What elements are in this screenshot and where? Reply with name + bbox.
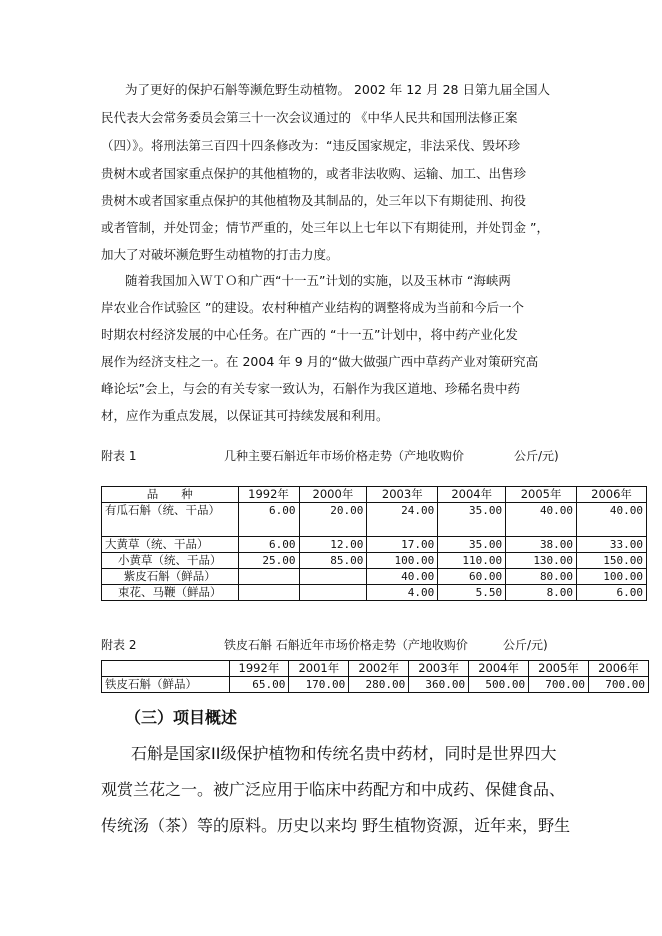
text-line: 贵树木或者国家重点保护的其他植物及其制品的，处三年以下有期徒刑、拘役 <box>101 193 527 208</box>
table2-label: 附表 2 <box>101 638 137 652</box>
table-cell: 33.00 <box>577 537 647 553</box>
text-line: 贵树木或者国家重点保护的其他植物的，或者非法收购、运输、加工、出售珍 <box>101 166 527 181</box>
table-cell: 100.00 <box>577 569 647 585</box>
table-cell: 700.00 <box>529 677 589 693</box>
header-cell: 2003年 <box>409 661 469 677</box>
table1-unit: 公斤/元) <box>514 449 559 463</box>
text-line: 展作为经济支柱之一。在 2004 年 9 月的“做大做强广西中草药产业对策研究高 <box>101 354 539 369</box>
header-cell: 2004年 <box>438 487 506 503</box>
table-row <box>102 553 647 569</box>
table-cell: 150.00 <box>577 553 647 569</box>
text-line: 时期农村经济发展的中心任务。在广西的 “十一五”计划中，将中药产业化发 <box>101 327 518 342</box>
table-header-row <box>102 487 647 503</box>
table2-unit: 公斤/元) <box>503 638 548 652</box>
table-cell: 5.50 <box>438 585 506 601</box>
table-cell: 24.00 <box>367 503 438 537</box>
table-cell: 20.00 <box>299 503 367 537</box>
table-cell: 38.00 <box>506 537 577 553</box>
table-cell: 4.00 <box>367 585 438 601</box>
table-cell: 大黄草（统、干品） <box>102 537 239 553</box>
table-cell: 500.00 <box>469 677 529 693</box>
header-cell: 2005年 <box>506 487 577 503</box>
table-cell: 小黄草（统、干品） <box>102 553 239 569</box>
table-cell: 40.00 <box>577 503 647 537</box>
table-cell: 360.00 <box>409 677 469 693</box>
table-cell: 25.00 <box>238 553 299 569</box>
header-cell: 1992年 <box>238 487 299 503</box>
text-line: 民代表大会常务委员会第三十一次会议通过的 《中华人民共和国刑法修正案 <box>101 110 518 125</box>
header-cell: 2004年 <box>469 661 529 677</box>
table-cell <box>299 569 367 585</box>
header-cell: 2006年 <box>589 661 649 677</box>
table-cell: 65.00 <box>229 677 289 693</box>
table-cell: 35.00 <box>438 537 506 553</box>
text-line: 岸农业合作试验区 ”的建设。农村种植产业结构的调整将成为当前和今后一个 <box>101 300 524 315</box>
table1-title: 几种主要石斛近年市场价格走势（产地收购价 <box>224 449 465 463</box>
text-line: 石斛是国家II级保护植物和传统名贵中药材，同时是世界四大 <box>131 744 557 763</box>
table-cell: 6.00 <box>238 537 299 553</box>
table-cell: 130.00 <box>506 553 577 569</box>
table-row <box>102 677 649 693</box>
table-cell: 有瓜石斛（统、干品） <box>102 503 239 537</box>
table-cell: 85.00 <box>299 553 367 569</box>
table-cell: 35.00 <box>438 503 506 537</box>
text-line: 峰论坛”会上，与会的有关专家一致认为，石斛作为我区道地、珍稀名贵中药 <box>101 381 520 396</box>
table-cell: 40.00 <box>367 569 438 585</box>
table-cell: 6.00 <box>238 503 299 537</box>
table-row <box>102 569 647 585</box>
table-cell: 束花、马鞭（鲜品） <box>102 585 239 601</box>
table-cell: 40.00 <box>506 503 577 537</box>
table-cell: 170.00 <box>289 677 349 693</box>
header-cell: 2002年 <box>349 661 409 677</box>
price-table-1 <box>101 486 647 601</box>
text-line: 材，应作为重点发展，以保证其可持续发展和利用。 <box>101 408 389 423</box>
price-table-2 <box>101 660 649 693</box>
header-cell: 品 种 <box>102 487 239 503</box>
table-cell: 60.00 <box>438 569 506 585</box>
table-cell: 700.00 <box>589 677 649 693</box>
text-line: 观赏兰花之一。被广泛应用于临床中药配方和中成药、保健食品、 <box>101 780 566 799</box>
header-cell: 2000年 <box>299 487 367 503</box>
header-cell: 2006年 <box>577 487 647 503</box>
header-cell: 1992年 <box>229 661 289 677</box>
table-cell: 280.00 <box>349 677 409 693</box>
text-line: （四）》。将刑法第三百四十四条修改为：“违反国家规定，非法采伐、毁坏珍 <box>101 138 520 153</box>
text-line: 加大了对破坏濒危野生动植物的打击力度。 <box>101 247 339 262</box>
table-cell <box>299 585 367 601</box>
table-row <box>102 585 647 601</box>
table-header-row <box>102 661 649 677</box>
table-row <box>102 537 647 553</box>
table-cell: 17.00 <box>367 537 438 553</box>
table1-label: 附表 1 <box>101 449 137 463</box>
table-cell: 100.00 <box>367 553 438 569</box>
table-cell: 铁皮石斛（鲜品） <box>102 677 230 693</box>
text-line: 为了更好的保护石斛等濒危野生动植物。 2002 年 12 月 28 日第九届全国人 <box>125 82 550 97</box>
table-row <box>102 503 647 537</box>
table-cell: 8.00 <box>506 585 577 601</box>
header-cell: 2003年 <box>367 487 438 503</box>
table-cell: 80.00 <box>506 569 577 585</box>
header-cell: 2001年 <box>289 661 349 677</box>
table-cell <box>238 569 299 585</box>
text-line: 随着我国加入ＷＴＯ和广西“十一五”计划的实施，以及玉林市 “海峡两 <box>125 273 511 288</box>
table2-title: 铁皮石斛 石斛近年市场价格走势（产地收购价 <box>224 638 468 652</box>
text-line: 或者管制，并处罚金；情节严重的，处三年以上七年以下有期徒刑，并处罚金 ”， <box>101 220 549 235</box>
table-cell <box>238 585 299 601</box>
table-cell: 12.00 <box>299 537 367 553</box>
header-cell: 2005年 <box>529 661 589 677</box>
table-cell: 110.00 <box>438 553 506 569</box>
table-cell: 紫皮石斛（鲜品） <box>102 569 239 585</box>
section-heading: （三）项目概述 <box>125 708 238 727</box>
header-cell <box>102 661 230 677</box>
text-line: 传统汤（茶）等的原料。历史以来均 野生植物资源，近年来，野生 <box>101 816 571 835</box>
table-cell: 6.00 <box>577 585 647 601</box>
